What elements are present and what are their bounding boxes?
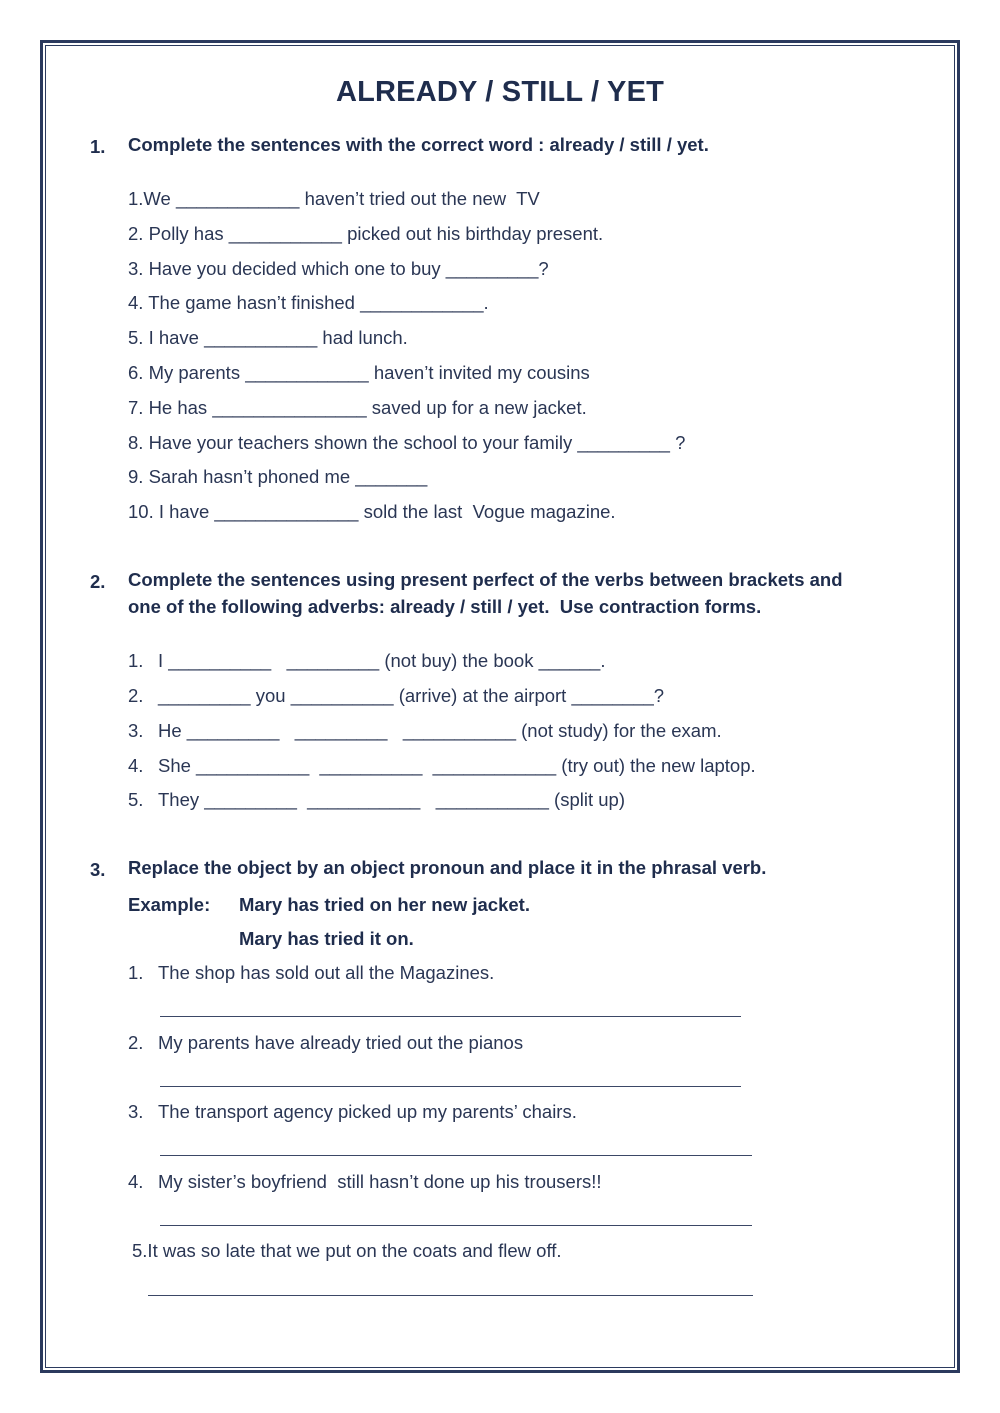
section-1-instruction: Complete the sentences with the correct word : already / still / yet.	[128, 134, 709, 155]
s2-item-4-number: 4.	[128, 755, 144, 776]
s3-item-5: 5.It was so late that we put on the coats and flew off.	[132, 1240, 562, 1261]
s1-item-3[interactable]: 3. Have you decided which one to buy _________?	[128, 258, 549, 279]
s3-item-1: The shop has sold out all the Magazines.	[158, 962, 495, 983]
s3-answer-line-3[interactable]	[160, 1155, 752, 1156]
section-2-number: 2.	[90, 571, 106, 592]
s3-item-2-number: 2.	[128, 1032, 144, 1053]
s3-item-3: The transport agency picked up my parents’ chairs.	[158, 1101, 577, 1122]
s3-item-4: My sister’s boyfriend still hasn’t done up his trousers!!	[158, 1171, 602, 1192]
s3-answer-line-5[interactable]	[148, 1295, 753, 1296]
s1-item-7[interactable]: 7. He has _______________ saved up for a new jacket.	[128, 397, 587, 418]
s2-item-1-number: 1.	[128, 650, 144, 671]
example-answer: Mary has tried it on.	[239, 928, 414, 949]
s1-item-8[interactable]: 8. Have your teachers shown the school to your family _________ ?	[128, 432, 686, 453]
s1-item-4[interactable]: 4. The game hasn’t finished ____________.	[128, 292, 489, 313]
s2-item-5-number: 5.	[128, 789, 144, 810]
s1-item-6[interactable]: 6. My parents ____________ haven’t invited my cousins	[128, 362, 590, 383]
example-label: Example:	[128, 894, 211, 915]
section-3-number: 3.	[90, 859, 106, 880]
s1-item-9[interactable]: 9. Sarah hasn’t phoned me _______	[128, 466, 428, 487]
s1-item-1[interactable]: 1.We ____________ haven’t tried out the new TV	[128, 188, 540, 209]
s3-answer-line-1[interactable]	[160, 1016, 741, 1017]
s3-item-1-number: 1.	[128, 962, 144, 983]
section-1-number: 1.	[90, 136, 106, 157]
worksheet-title: ALREADY / STILL / YET	[335, 76, 665, 108]
s3-answer-line-2[interactable]	[160, 1086, 741, 1087]
s3-answer-line-4[interactable]	[160, 1225, 752, 1226]
s2-item-5[interactable]: They _________ ___________ ___________ (split up)	[158, 789, 625, 810]
s2-item-4[interactable]: She ___________ __________ ____________ (try out) the new laptop.	[158, 755, 756, 776]
s3-item-3-number: 3.	[128, 1101, 144, 1122]
s2-item-3[interactable]: He _________ _________ ___________ (not study) for the exam.	[158, 720, 722, 741]
section-2-instruction-line2: one of the following adverbs: already / still / yet. Use contraction forms.	[128, 596, 762, 617]
s2-item-3-number: 3.	[128, 720, 144, 741]
s2-item-1[interactable]: I __________ _________ (not buy) the book ______.	[158, 650, 606, 671]
example-sentence: Mary has tried on her new jacket.	[239, 894, 530, 915]
s3-item-2: My parents have already tried out the pianos	[158, 1032, 524, 1053]
s2-item-2-number: 2.	[128, 685, 144, 706]
section-2-instruction-line1: Complete the sentences using present perfect of the verbs between brackets and	[128, 569, 843, 590]
s2-item-2[interactable]: _________ you __________ (arrive) at the airport ________?	[158, 685, 665, 706]
s1-item-5[interactable]: 5. I have ___________ had lunch.	[128, 327, 408, 348]
s1-item-2[interactable]: 2. Polly has ___________ picked out his birthday present.	[128, 223, 604, 244]
s3-item-4-number: 4.	[128, 1171, 144, 1192]
s1-item-10[interactable]: 10. I have ______________ sold the last Vogue magazine.	[128, 501, 616, 522]
section-3-instruction: Replace the object by an object pronoun and place it in the phrasal verb.	[128, 857, 767, 878]
